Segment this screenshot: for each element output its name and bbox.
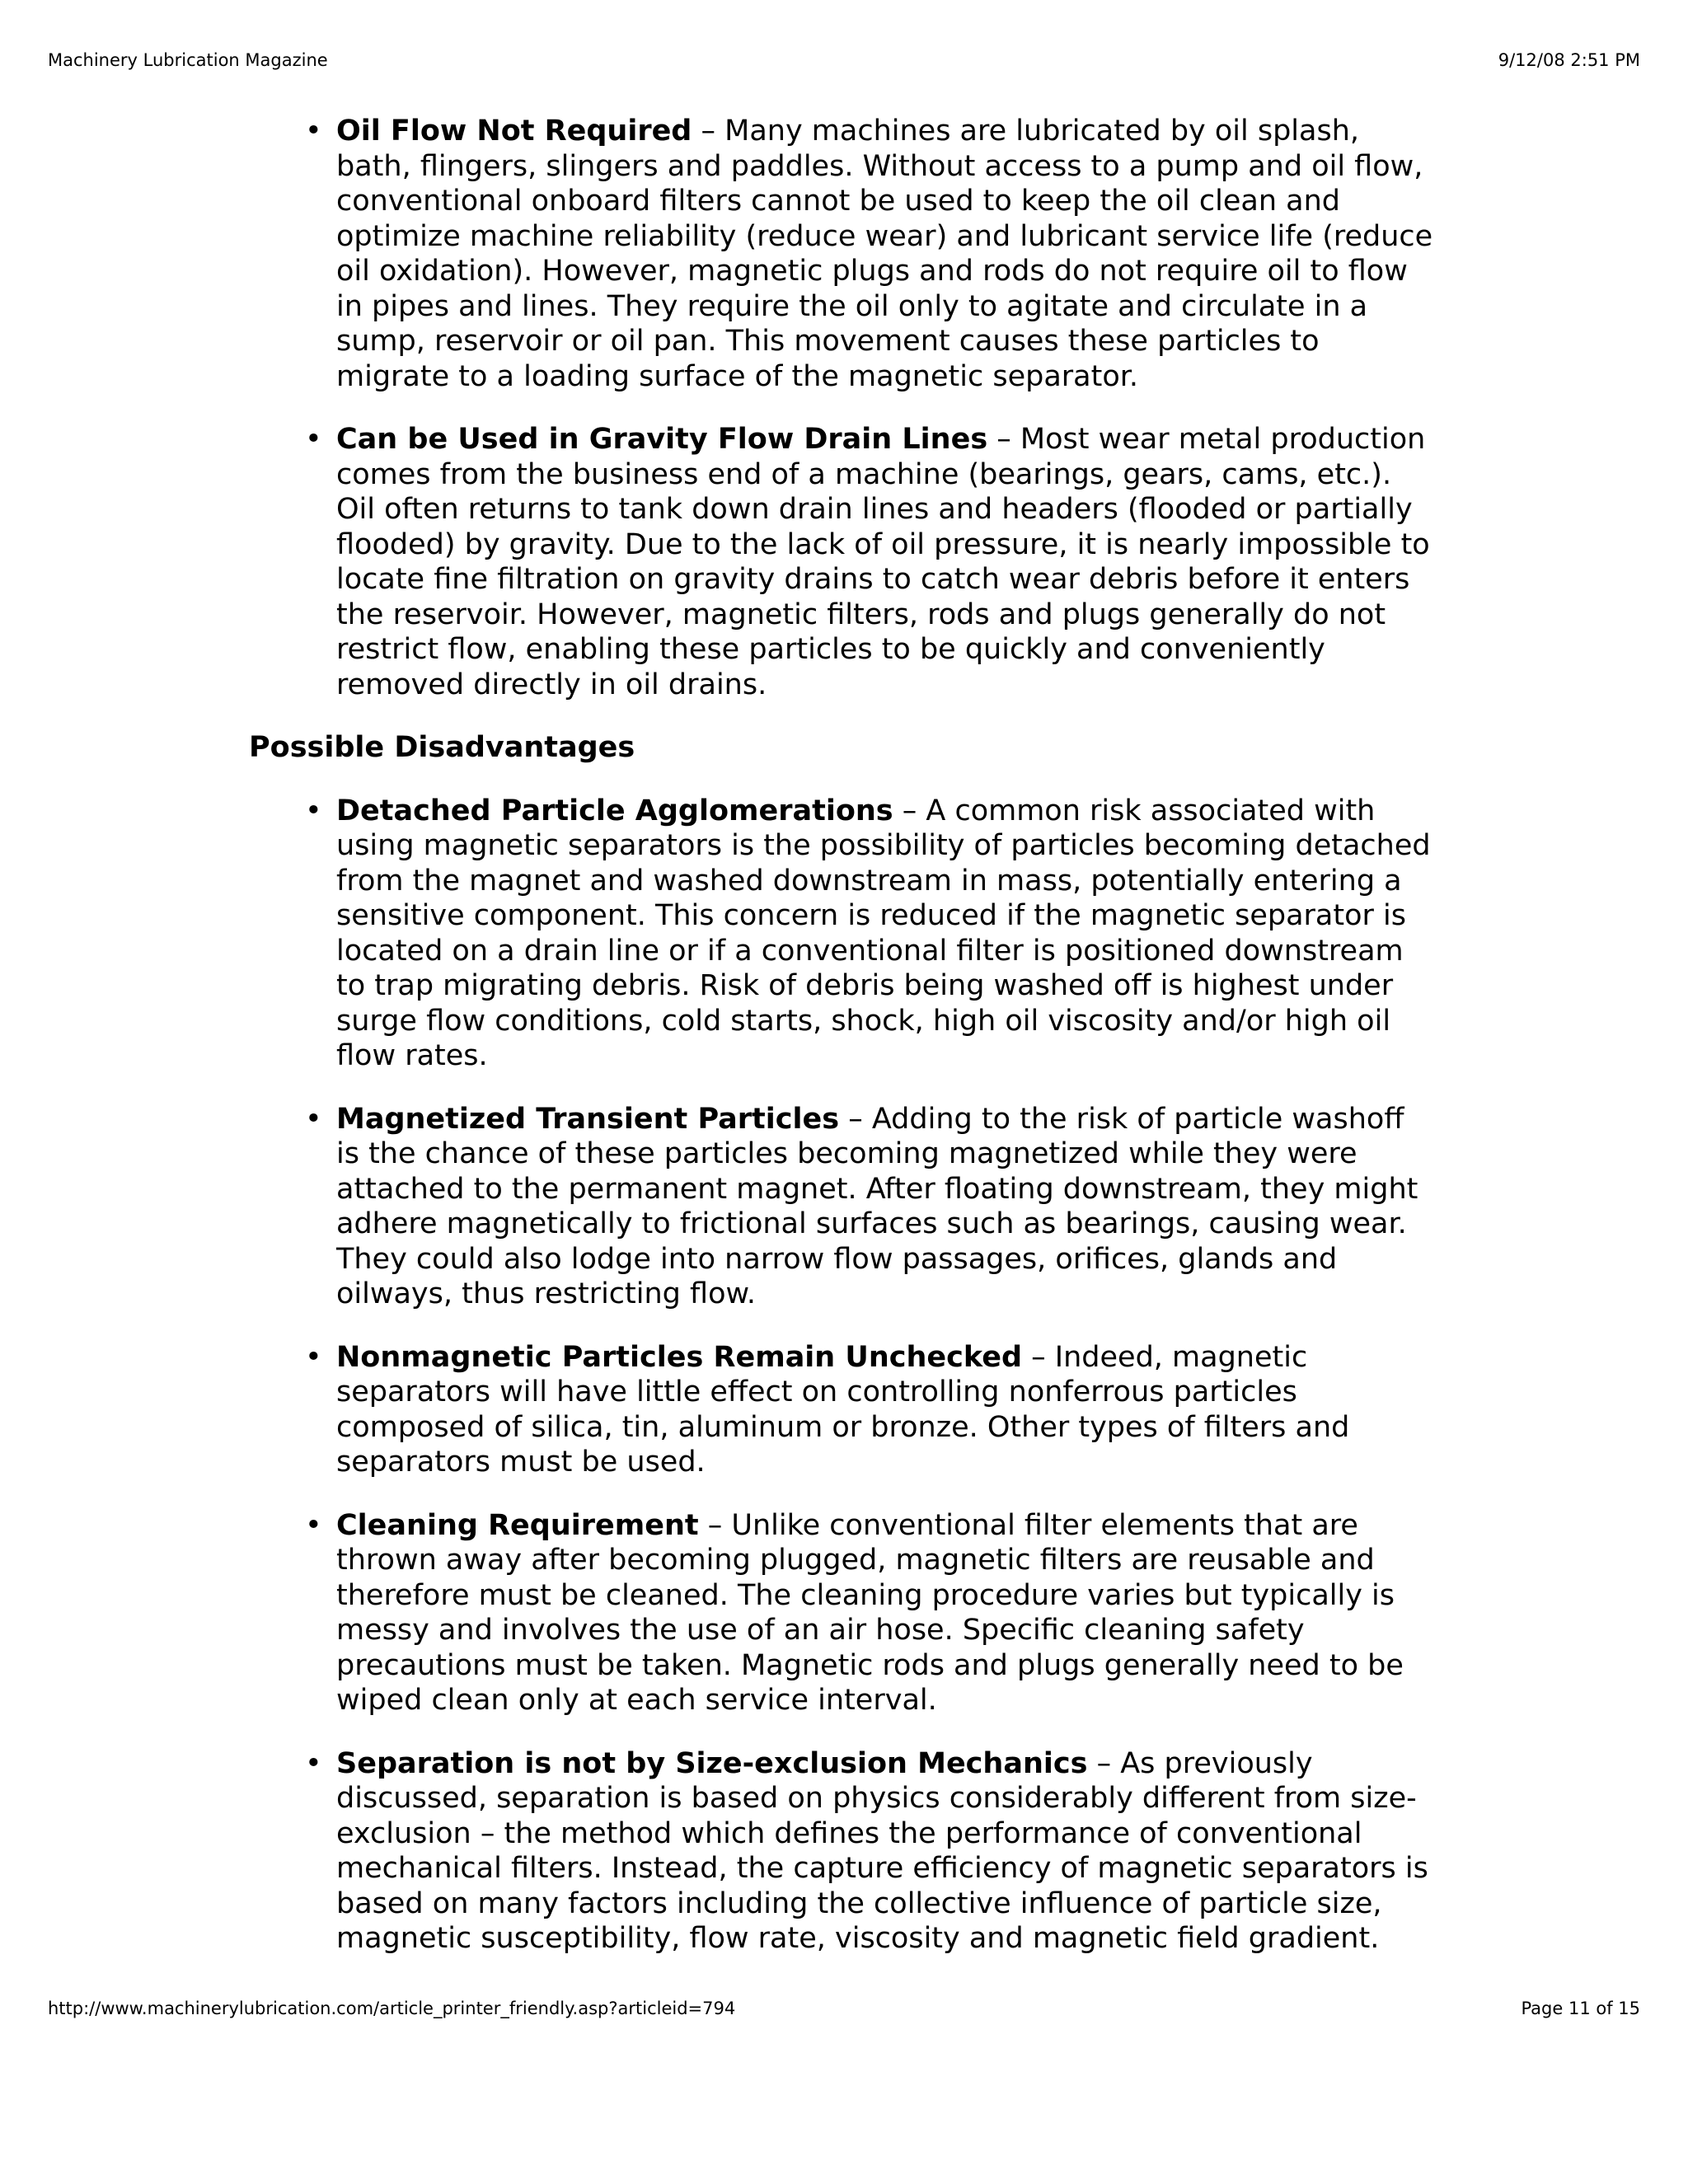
item-text: – Adding to the risk of particle washoff is the chance of these particles becoming magnetized while they were attached to the permanent magnet. After floating downstream, they might adhere magnetically to frictional surfaces such as bearings, causing wear. They could also lodge into narrow flow passages, orifices, glands and oilways, thus restricting flow. — [336, 1102, 1418, 1310]
list-item — [305, 114, 1436, 394]
list-item — [305, 1746, 1436, 1957]
item-term: Separation is not by Size-exclusion Mechanics — [336, 1746, 1088, 1780]
item-text: – Indeed, magnetic separators will have little effect on controlling nonferrous particles composed of silica, tin, aluminum or bronze. Other types of filters and separators must be used. — [336, 1340, 1350, 1479]
bullet-icon: • — [305, 115, 322, 148]
bullet-icon: • — [305, 423, 322, 456]
list-item — [305, 422, 1436, 702]
advantages-list — [249, 114, 1436, 702]
item-term: Detached Particle Agglomerations — [336, 794, 893, 827]
list-item — [305, 1508, 1436, 1718]
item-term: Cleaning Requirement — [336, 1508, 699, 1542]
item-text: – A common risk associated with using magnetic separators is the possibility of particles becoming detached from the magnet and washed downstream in mass, potentially entering a sensitive component. This concern is reduced if the magnetic separator is located on a drain line or if a conventional filter is positioned downstream to trap migrating debris. Risk of debris being washed off is highest under surge flow conditions, cold starts, shock, high oil viscosity and/or high oil flow rates. — [336, 794, 1431, 1072]
item-term: Magnetized Transient Particles — [336, 1102, 840, 1136]
bullet-icon: • — [305, 1102, 322, 1136]
item-text: – Many machines are lubricated by oil splash, bath, flingers, slingers and paddles. Without access to a pump and oil flow, conventional onboard filters cannot be used to keep the oil clean and optimize machine reliability (reduce wear) and lubricant service life (reduce oil oxidation). However, magnetic plugs and rods do not require oil to flow in pipes and lines. They require the oil only to agitate and circulate in a sump, reservoir or oil pan. This movement causes these particles to migrate to a loading surface of the magnetic separator. — [336, 115, 1433, 393]
page-footer — [48, 1996, 1640, 2021]
section-heading: Possible Disadvantages — [249, 731, 635, 764]
page-header — [48, 48, 1640, 73]
source-url: http://www.machinerylubrication.com/article_printer_friendly.asp?articleid=794 — [48, 1999, 736, 2018]
bullet-icon: • — [305, 794, 322, 827]
list-item — [305, 794, 1436, 1074]
list-item — [305, 1102, 1436, 1312]
list-item — [305, 1340, 1436, 1480]
item-term: Nonmagnetic Particles Remain Unchecked — [336, 1340, 1023, 1374]
item-text: – As previously discussed, separation is based on physics considerably different from size-exclusion – the method which defines the performance of conventional mechanical filters. Instead, the capture efficiency of magnetic separators is based on many factors including the collective influence of particle size, magnetic susceptibility, flow rate, viscosity and magnetic field gradient. — [336, 1746, 1428, 1955]
item-term: Oil Flow Not Required — [336, 115, 692, 148]
item-text: – Most wear metal production comes from the business end of a machine (bearings, gears, cams, etc.). Oil often returns to tank down drain lines and headers (flooded or partially flooded) by gravity. Due to the lack of oil pressure, it is nearly impossible to locate fine filtration on gravity drains to catch wear debris before it enters the reservoir. However, magnetic filters, rods and plugs generally do not restrict flow, enabling these particles to be quickly and conveniently removed directly in oil drains. — [336, 423, 1430, 701]
item-text: – Unlike conventional filter elements that are thrown away after becoming plugged, magnetic filters are reusable and therefore must be cleaned. The cleaning procedure varies but typically is messy and involves the use of an air hose. Specific cleaning safety precautions must be taken. Magnetic rods and plugs generally need to be wiped clean only at each service interval. — [336, 1508, 1404, 1717]
item-term: Can be Used in Gravity Flow Drain Lines — [336, 423, 988, 456]
bullet-icon: • — [305, 1746, 322, 1780]
print-datetime: 9/12/08 2:51 PM — [1498, 50, 1640, 70]
bullet-icon: • — [305, 1340, 322, 1374]
bullet-icon: • — [305, 1508, 322, 1542]
disadvantages-list — [249, 794, 1436, 1957]
page-number: Page 11 of 15 — [1521, 1999, 1640, 2018]
article-body — [249, 114, 1436, 1985]
publication-title: Machinery Lubrication Magazine — [48, 50, 328, 70]
